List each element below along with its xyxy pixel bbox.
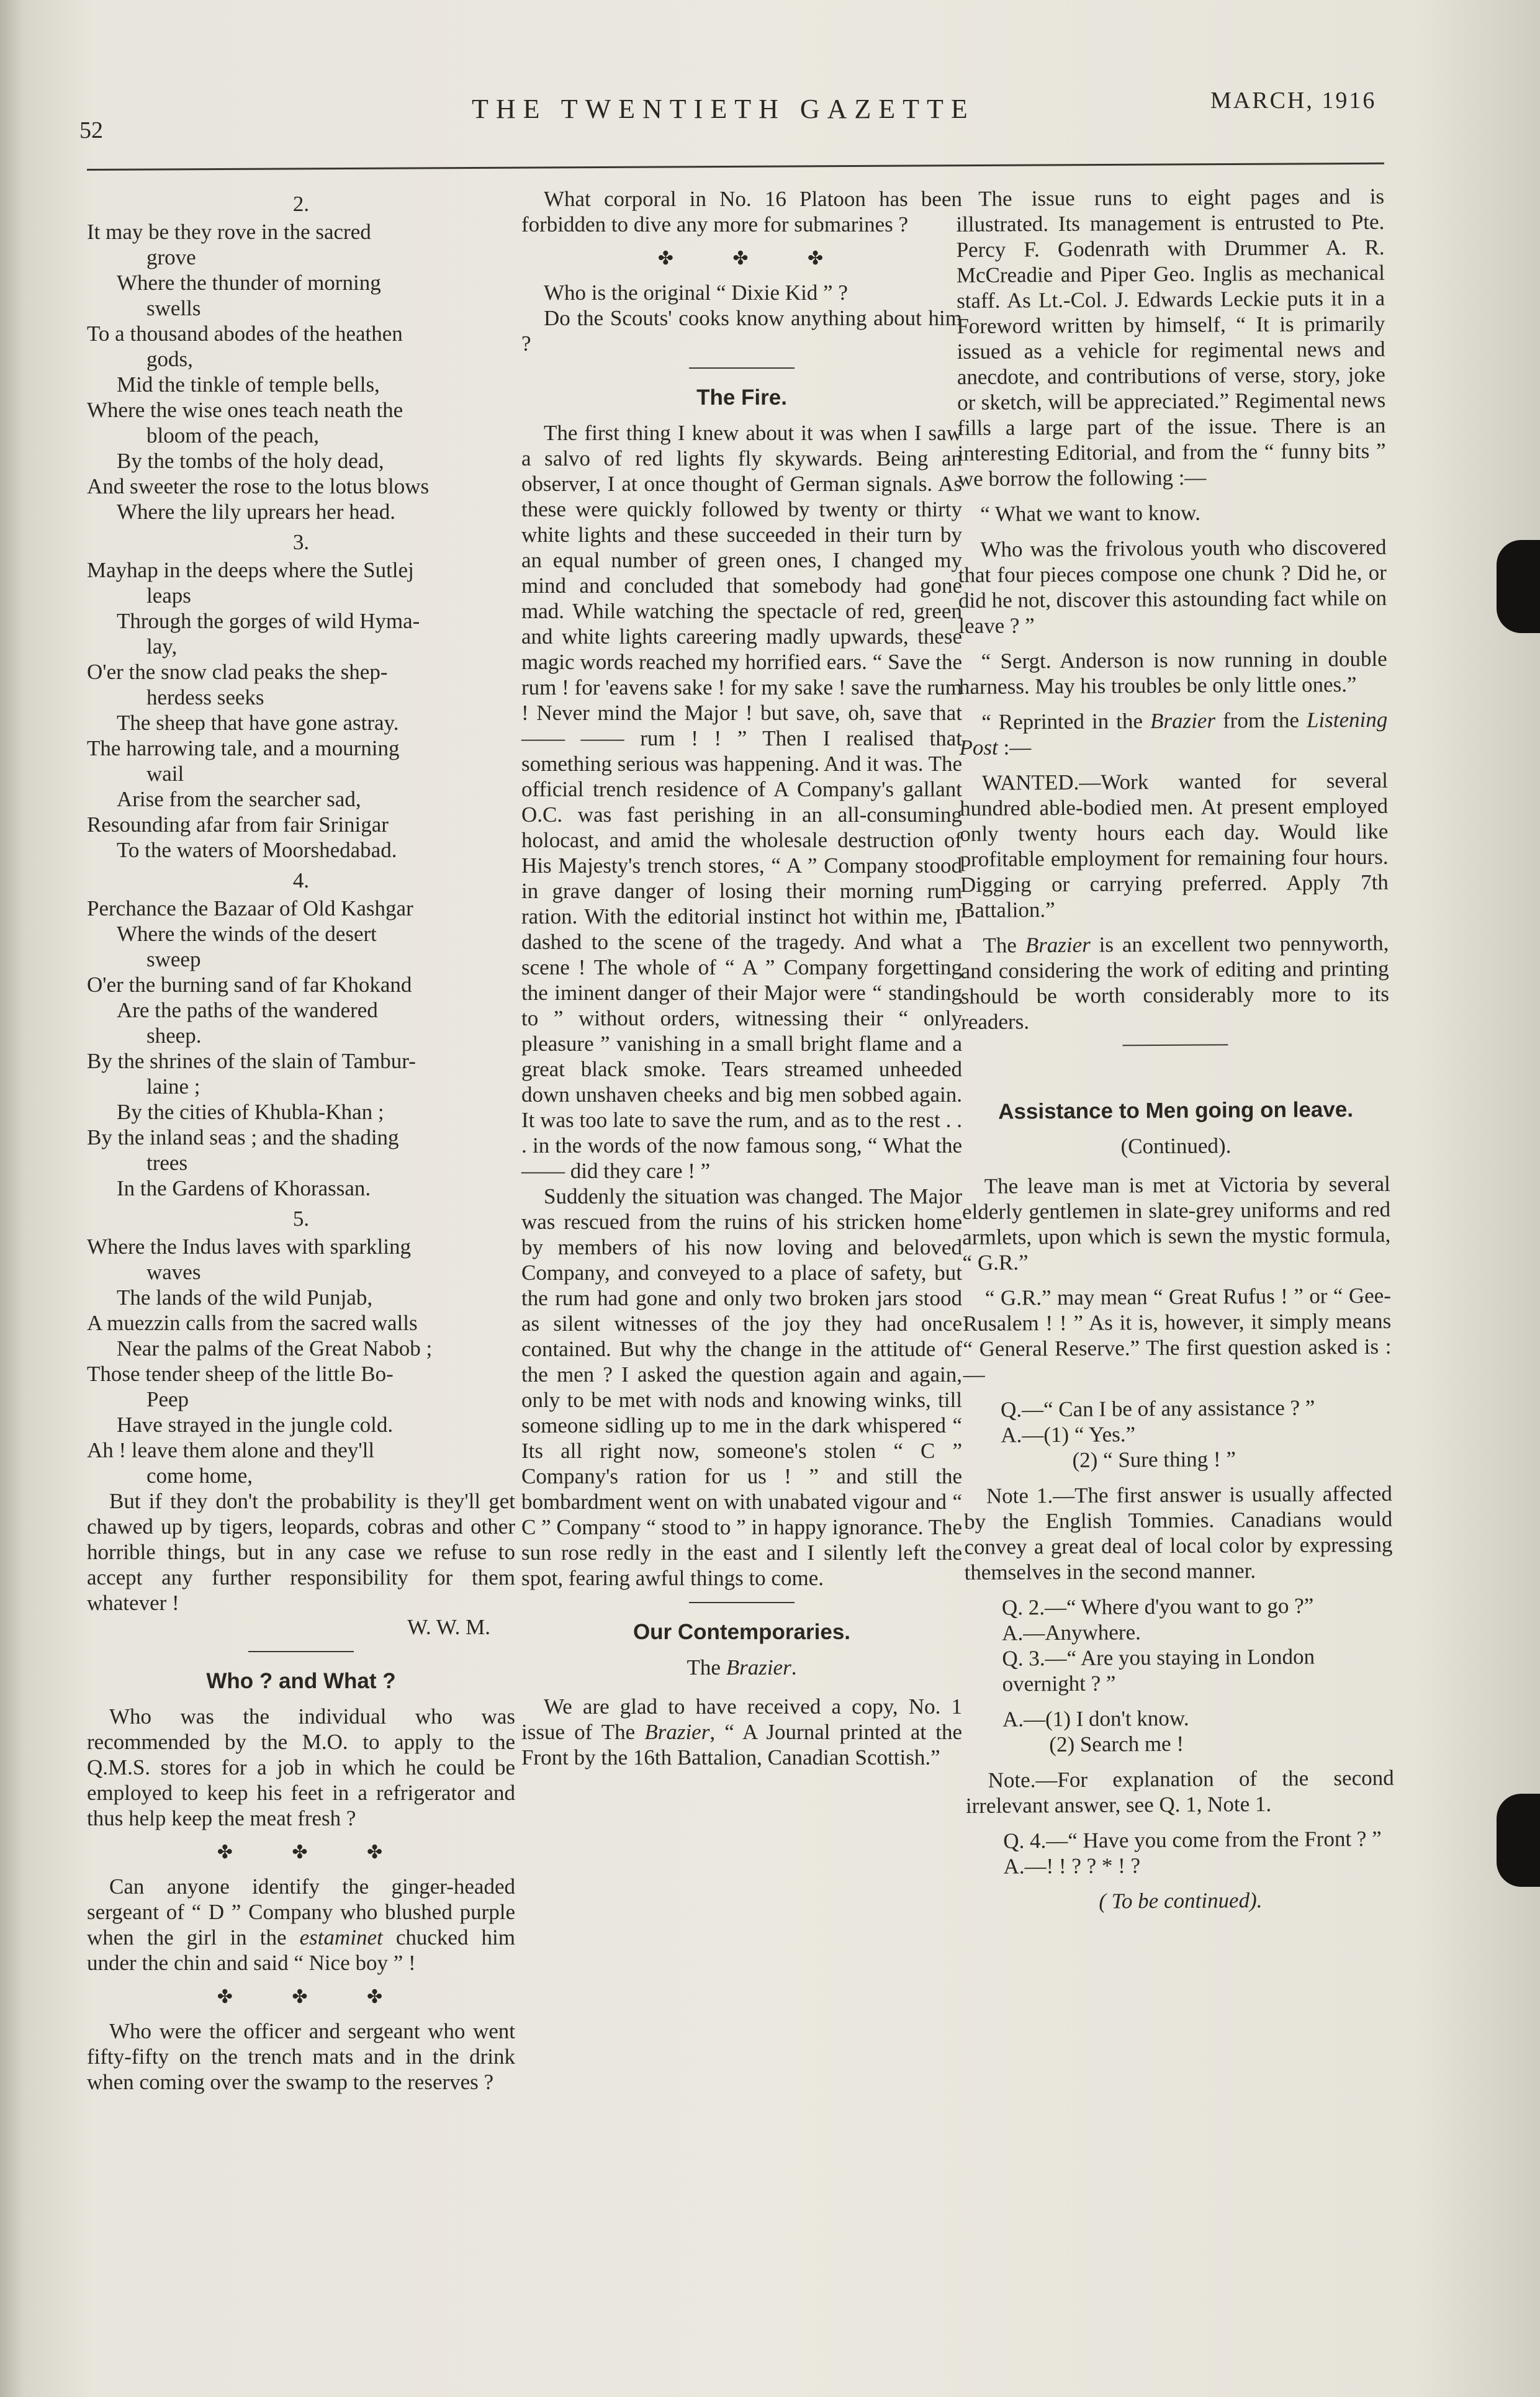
stanza-number: 3.	[292, 530, 310, 554]
poem-line: Are the paths of the wandered	[117, 998, 378, 1022]
who-and-what-item: Who is the original “ Dixie Kid ” ?	[544, 281, 848, 305]
poem-line: Where the winds of the desert	[117, 922, 377, 946]
who-and-what-heading: Who ? and What ?	[206, 1669, 396, 1693]
who-and-what-item: Who was the individual who was recommended by the M.O. to apply to the Q.M.S. stores for a job in which he could be employed to keep his feet in a refrigerator and thus help keep the meat fresh ?	[87, 1704, 515, 1830]
our-contemporaries-heading: Our Contemporaries.	[633, 1620, 851, 1644]
assistance-question: Q. 2.—“ Where d'you want to go ?”	[1001, 1593, 1314, 1620]
ornament-separator: ✤ ✤ ✤	[657, 248, 851, 269]
the-fire-paragraph: Suddenly the situation was changed. The Major was rescued from the ruins of his stricken home by members of his now loving and beloved Company, and conveyed to a place of safety, but the rum had gone and only two broken jars stood as silent witnesses of the joy they had once contained. But why the change in the attitude of the men ? I asked the question again and again, only to be met with nods and knowing winks, till someone sidling up to me in the dark whispered “ Its all right now, someone's stolen “ C ” Company's ration for us ! ” and still the bombardment went on with unabated vigour and “ C ” Company “ stood to ” in happy ignorance. The sun rose redly in the east and I silently left the spot, fearing awful things to come.	[521, 1184, 962, 1590]
who-and-what-item: Who were the officer and sergeant who went fifty-fifty on the trench mats and in the drink when coming over the swamp to the reserves ?	[87, 2019, 515, 2094]
assistance-heading: Assistance to Men going on leave.	[998, 1097, 1354, 1124]
ornament-separator: ✤ ✤ ✤	[217, 1842, 410, 1863]
column-3	[956, 184, 1395, 1915]
poem-line: By the inland seas ; and the shading	[87, 1125, 399, 1149]
poem-line: gods,	[146, 347, 193, 371]
poem-line: O'er the burning sand of far Khokand	[87, 973, 412, 997]
poem-line: By the tombs of the holy dead,	[117, 449, 384, 473]
poem-line: wail	[146, 762, 184, 786]
poem	[87, 191, 515, 1488]
poem-line: By the shrines of the slain of Tambur-	[87, 1049, 416, 1073]
our-contemporaries-paragraph: “ Reprinted in the Brazier from the Listening Post :—	[959, 707, 1388, 760]
poem-line: Have strayed in the jungle cold.	[117, 1413, 394, 1437]
assistance-question: Q. 3.—“ Are you staying in London overnight ? ”	[1002, 1644, 1315, 1696]
page-binding-edge	[0, 0, 25, 2397]
assistance-question: Q. 4.—“ Have you come from the Front ? ”	[1003, 1826, 1382, 1853]
poem-line: Mayhap in the deeps where the Sutlej	[87, 558, 414, 582]
binder-clip	[1497, 1794, 1540, 1887]
assistance-paragraph: “ G.R.” may mean “ Great Rufus ! ” or “ Gee-Rusalem ! ! ” As it is, however, it simply means “ General Reserve.” The first question asked is :—	[963, 1283, 1392, 1387]
poem-line: laine ;	[146, 1074, 200, 1099]
who-and-what-item: Can anyone identify the ginger-headed sergeant of “ D ” Company who blushed purple when the girl in the estaminet chucked him under the chin and said “ Nice boy ” !	[87, 1874, 516, 1975]
section-divider	[689, 1602, 795, 1603]
section-divider	[689, 367, 795, 369]
poem-line: Those tender sheep of the little Bo-	[87, 1362, 394, 1386]
our-contemporaries-paragraph: The Brazier is an excellent two pennyworth, and considering the work of editing and printing should be worth considerably more to its readers.	[960, 930, 1390, 1034]
assistance-answer: A.—(1) “ Yes.”	[1001, 1422, 1136, 1447]
poem-line: swells	[146, 296, 201, 320]
to-be-continued: ( To be continued).	[1099, 1888, 1263, 1914]
assistance-answer: A.—(1) I don't know.	[1002, 1706, 1189, 1732]
who-and-what-item: Do the Scouts' cooks know anything about him ?	[521, 306, 962, 356]
page-number: 52	[79, 117, 103, 143]
poem-line: trees	[146, 1151, 188, 1175]
our-contemporaries-paragraph: “ Sergt. Anderson is now running in double harness. May his troubles be only little ones.”	[958, 646, 1387, 699]
poem-line: Where the Indus laves with sparkling	[87, 1234, 411, 1259]
poem-line: Resounding afar from fair Srinigar	[87, 812, 389, 837]
poem-line: To the waters of Moorshedabad.	[117, 838, 397, 862]
poem-line: In the Gardens of Khorassan.	[117, 1176, 371, 1200]
column-1	[87, 186, 515, 2095]
assistance-subheading: (Continued).	[1120, 1133, 1232, 1159]
section-divider	[1122, 1044, 1228, 1046]
our-contemporaries-paragraph: “ What we want to know.	[980, 500, 1201, 526]
masthead: THE TWENTIETH GAZETTE	[472, 94, 975, 124]
poem-line: Where the lily uprears her head.	[117, 500, 395, 524]
assistance-answer: A.—! ! ? ? * ! ?	[1003, 1853, 1141, 1879]
our-contemporaries-paragraph: Who was the frivolous youth who discovered that four pieces compose one chunk ? Did he, or did he not, discover this astounding fact while on leave ? ”	[958, 534, 1387, 638]
poem-line: herdess seeks	[146, 685, 264, 709]
poem-line: Ah ! leave them alone and they'll	[87, 1438, 375, 1462]
assistance-answer: (2) Search me !	[1049, 1731, 1184, 1757]
poem-line: bloom of the peach,	[146, 423, 319, 447]
the-fire-heading: The Fire.	[696, 385, 787, 410]
assistance-answer: A.—Anywhere.	[1002, 1620, 1141, 1645]
our-contemporaries-paragraph: The issue runs to eight pages and is illustrated. Its management is entrusted to Pte. Percy F. Godenrath with Drummer A. R. McCreadie and Piper Geo. Inglis as mechanical staff. As Lt.-Col. J. Edwards Leckie puts it in a Foreword written by himself, “ It is primarily issued as a vehicle for regimental news and anecdote, and contributions of verse, story, joke or sketch, will be appreciated.” Regimental news fills a large part of the issue. There is an interesting Editorial, and from the “ funny bits ” we borrow the following :—	[956, 184, 1386, 491]
poem-line: Peep	[146, 1387, 189, 1411]
who-and-what-item: What corporal in No. 16 Platoon has been forbidden to dive any more for submarines ?	[521, 187, 962, 236]
poem-line: grove	[146, 245, 196, 269]
poem-line: leaps	[146, 583, 191, 608]
poem-line: Near the palms of the Great Nabob ;	[117, 1336, 433, 1360]
poem-line: Through the gorges of wild Hyma-	[117, 609, 420, 633]
poem-line: And sweeter the rose to the lotus blows	[87, 474, 430, 498]
the-fire-paragraph: The first thing I knew about it was when I saw a salvo of red lights fly skywards. Being an observer, I at once thought of German signals. As these were quickly followed by twenty or thirty white lights and these succeeded in their turn by an equal number of green ones, I changed my mind and concluded that somebody had gone mad. While watching the spectacle of red, green and white lights careering madly upwards, these magic words reached my horrified ears. “ Save the rum ! for 'eavens sake ! for my sake ! save the rum ! Never mind the Major ! but save, oh, save that —— —— rum ! ! ” Then I realised that something serious was happening. And it was. The official trench residence of A Company's gallant O.C. was fast perishing in an all-consuming holocast, and amid the wholesale destruction of His Majesty's trench stores, “ A ” Company stood in grave danger of losing their morning rum ration. With the editorial instinct hot within me, I dashed to the scene of the tragedy. And what a scene ! The whole of “ A ” Company forgetting the iminent danger of their Major were “ standing to ” without orders, witnessing their “ only pleasure ” vanishing in a small bright flame and a great black smoke. Tears streamed unheeded down unshaven cheeks and big men sobbed again. It was too late to save the rum, and as to the rest . . . in the words of the now famous song, “ What the —— did they care ! ”	[521, 421, 962, 1183]
poem-line: Arise from the searcher sad,	[117, 787, 361, 811]
poem-line: A muezzin calls from the sacred walls	[87, 1311, 418, 1335]
ornament-separator: ✤ ✤ ✤	[217, 1987, 410, 2007]
poem-line: To a thousand abodes of the heathen	[87, 322, 403, 346]
assistance-answer: (2) “ Sure thing ! ”	[1072, 1447, 1236, 1472]
poem-line: come home,	[146, 1464, 253, 1488]
poem-line: The sheep that have gone astray.	[117, 711, 399, 735]
poem-line: The harrowing tale, and a mourning	[87, 736, 400, 760]
stanza-number: 4.	[292, 868, 310, 893]
poem-closing-prose: But if they don't the probability is they'll get chawed up by tigers, leopards, cobras and other horrible things, but in any case we refuse to accept any further responsibility for them whatever !	[87, 1489, 515, 1615]
poem-line: Where the thunder of morning	[117, 271, 381, 295]
poem-line: Mid the tinkle of temple bells,	[117, 372, 380, 397]
column-2	[521, 186, 962, 1770]
poem-line: sweep	[146, 947, 201, 971]
page-header	[0, 0, 1540, 186]
poem-line: sheep.	[146, 1023, 202, 1048]
poem-signature: W. W. M.	[407, 1615, 490, 1639]
poem-line: lay,	[146, 634, 178, 659]
section-divider	[248, 1651, 354, 1652]
our-contemporaries-subheading: The Brazier.	[687, 1655, 797, 1680]
poem-line: By the cities of Khubla-Khan ;	[117, 1100, 384, 1124]
stanza-number: 2.	[292, 192, 310, 216]
poem-line: The lands of the wild Punjab,	[117, 1285, 373, 1310]
stanza-number: 5.	[292, 1207, 310, 1231]
assistance-note: Note.—For explanation of the second irrelevant answer, see Q. 1, Note 1.	[965, 1765, 1394, 1818]
assistance-paragraph: The leave man is met at Victoria by several elderly gentlemen in slate-grey uniforms and red armlets, upon which is sewn the mystic formula, “ G.R.”	[961, 1171, 1391, 1275]
assistance-note: Note 1.—The first answer is usually affected by the English Tommies. Canadians would convey a great deal of local color by expressing themselves in the second manner.	[964, 1481, 1393, 1585]
poem-line: It may be they rove in the sacred	[87, 220, 371, 244]
issue-date: MARCH, 1916	[1210, 88, 1377, 114]
poem-line: O'er the snow clad peaks the shep-	[87, 660, 388, 684]
assistance-question: Q.—“ Can I be of any assistance ? ”	[1000, 1395, 1315, 1422]
poem-line: Perchance the Bazaar of Old Kashgar	[87, 896, 413, 920]
binder-clip	[1497, 540, 1540, 633]
our-contemporaries-paragraph: We are glad to have received a copy, No. 1 issue of The Brazier, “ A Journal printed at the Front by the 16th Battalion, Canadian Scottish.”	[521, 1694, 962, 1770]
poem-line: Where the wise ones teach neath the	[87, 398, 403, 422]
our-contemporaries-paragraph: WANTED.—Work wanted for several hundred able-bodied men. At present employed only twenty hours each day. Would like profitable employment for remaining four hours. Digging or carrying preferred. Apply 7th Battalion.”	[960, 768, 1389, 922]
poem-line: waves	[146, 1260, 201, 1284]
header-rule	[87, 163, 1384, 171]
